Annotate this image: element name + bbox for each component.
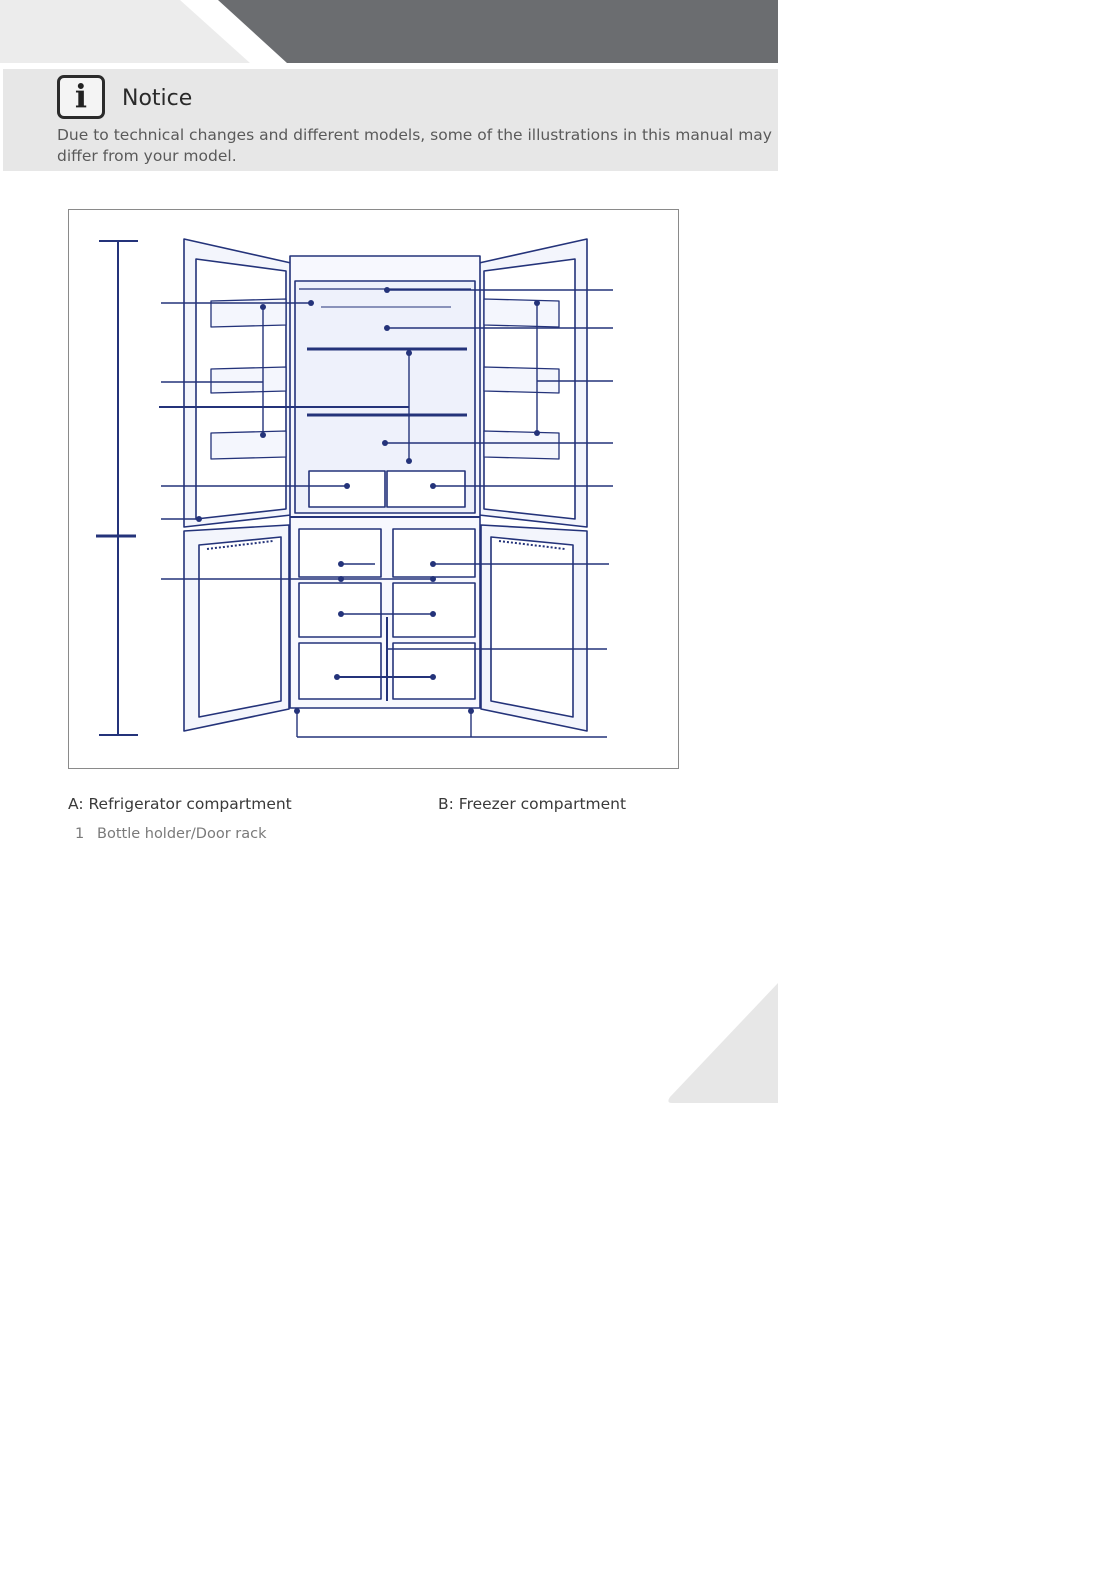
dimension-marker [96,241,138,735]
header-band [0,0,790,63]
corner-decoration [660,980,780,1105]
list-item-number: 1 [75,826,85,842]
refrigerator-illustration [69,210,680,770]
left-lower-door [184,525,289,731]
refrigerator-diagram [68,209,679,769]
right-upper-door [479,239,587,527]
list-item [75,826,267,842]
list-item-label: Bottle holder/Door rack [97,826,267,842]
caption-refrigerator: A: Refrigerator compartment [68,795,292,813]
notice-box [3,69,778,171]
left-upper-door [184,239,291,527]
notice-text: Due to technical changes and different models, some of the illustrations in this manual may differ from your model. [57,126,772,165]
right-lower-door [481,525,587,731]
caption-freezer: B: Freezer compartment [438,795,627,813]
header-band-dark [218,0,778,63]
header-band-light [0,0,250,63]
refrigerator-cabinet [290,256,480,708]
notice-title: Notice [122,86,193,111]
info-icon: i [57,75,105,119]
